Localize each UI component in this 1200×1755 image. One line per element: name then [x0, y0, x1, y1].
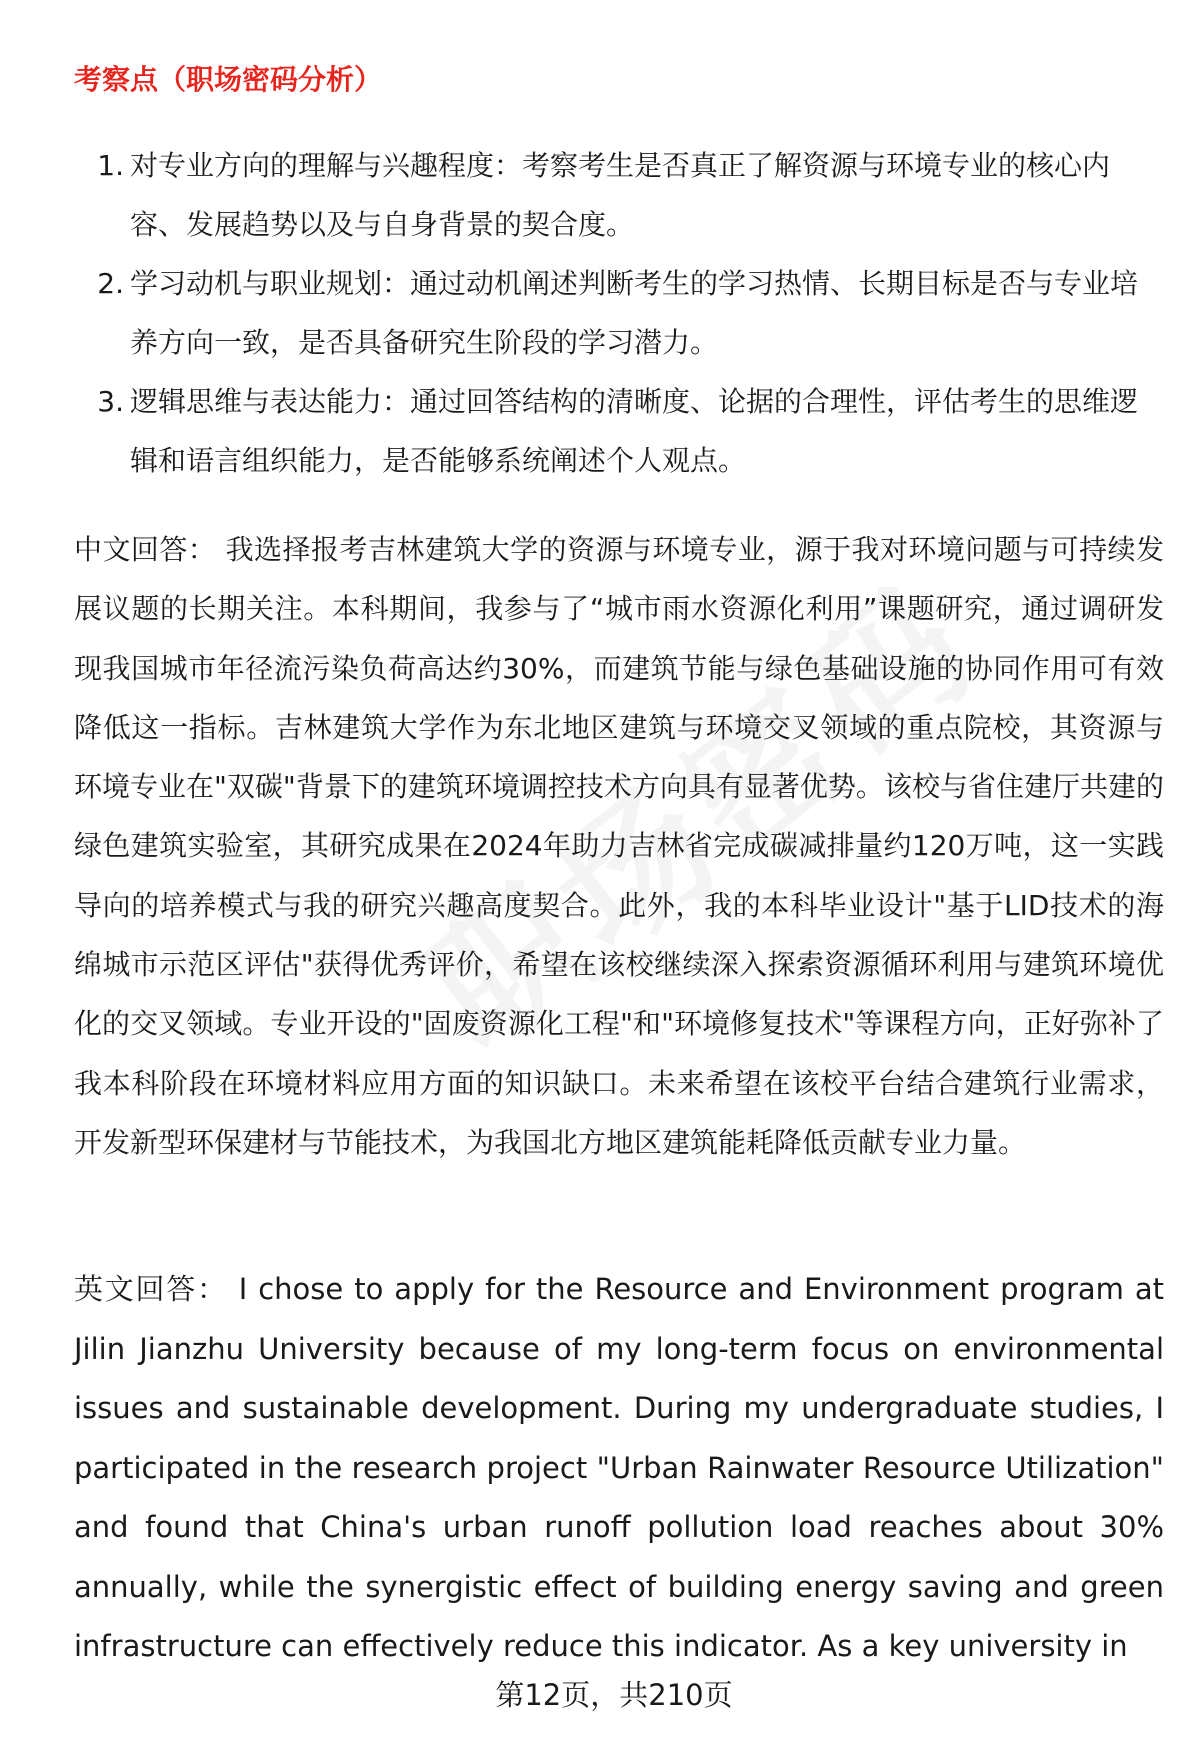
assessment-points-list [84, 136, 1144, 490]
list-number: 3. [97, 385, 124, 418]
document-page [74, 0, 1164, 1755]
list-text: 逻辑思维与表达能力：通过回答结构的清晰度、论据的合理性，评估考生的思维逻辑和语言组织能力，是否能够系统阐述个人观点。 [130, 385, 1139, 477]
list-item [84, 136, 1144, 254]
list-item [84, 372, 1144, 490]
page-number-footer: 第12页，共210页 [495, 1678, 733, 1712]
chinese-answer-text: 我选择报考吉林建筑大学的资源与环境专业，源于我对环境问题与可持续发展议题的长期关注。本科期间，我参与了“城市雨水资源化利用”课题研究，通过调研发现我国城市年径流污染负荷高达约30%，而建筑节能与绿色基础设施的协同作用可有效降低这一指标。吉林建筑大学作为东北地区建筑与环境交叉领域的重点院校，其资源与环境专业在"双碳"背景下的建筑环境调控技术方向具有显著优势。该校与省住建厅共建的绿色建筑实验室，其研究成果在2024年助力吉林省完成碳减排量约120万吨，这一实践导向的培养模式与我的研究兴趣高度契合。此外，我的本科毕业设计"基于LID技术的海绵城市示范区评估"获得优秀评价，希望在该校继续深入探索资源循环利用与建筑环境优化的交叉领域。专业开设的"固废资源化工程"和"环境修复技术"等课程方向，正好弥补了我本科阶段在环境材料应用方面的知识缺口。未来希望在该校平台结合建筑行业需求，开发新型环保建材与节能技术，为我国北方地区建筑能耗降低贡献专业力量。 [74, 533, 1164, 1159]
english-answer-text: I chose to apply for the Resource and Environment program at Jilin Jianzhu University because of my long-term focus on environmental issues and sustainable development. During my undergraduate studies, I participated in the research project "Urban Rainwater Resource Utilization" and found that China's urban runoff pollution load reaches about 30% annually, while the synergistic effect of building energy saving and green infrastructure can effectively reduce this indicator. As a key university in [74, 1272, 1164, 1663]
chinese-answer-label: 中文回答： [74, 533, 217, 566]
list-number: 1. [97, 149, 124, 182]
section-heading: 考察点（职场密码分析） [74, 63, 383, 96]
english-answer-label: 英文回答： [74, 1272, 228, 1306]
english-answer-paragraph [74, 1260, 1164, 1677]
list-number: 2. [97, 267, 124, 300]
chinese-answer-paragraph [74, 520, 1164, 1172]
list-text: 对专业方向的理解与兴趣程度：考察考生是否真正了解资源与环境专业的核心内容、发展趋势以及与自身背景的契合度。 [130, 149, 1111, 241]
list-text: 学习动机与职业规划：通过动机阐述判断考生的学习热情、长期目标是否与专业培养方向一致，是否具备研究生阶段的学习潜力。 [130, 267, 1139, 359]
list-item [84, 254, 1144, 372]
